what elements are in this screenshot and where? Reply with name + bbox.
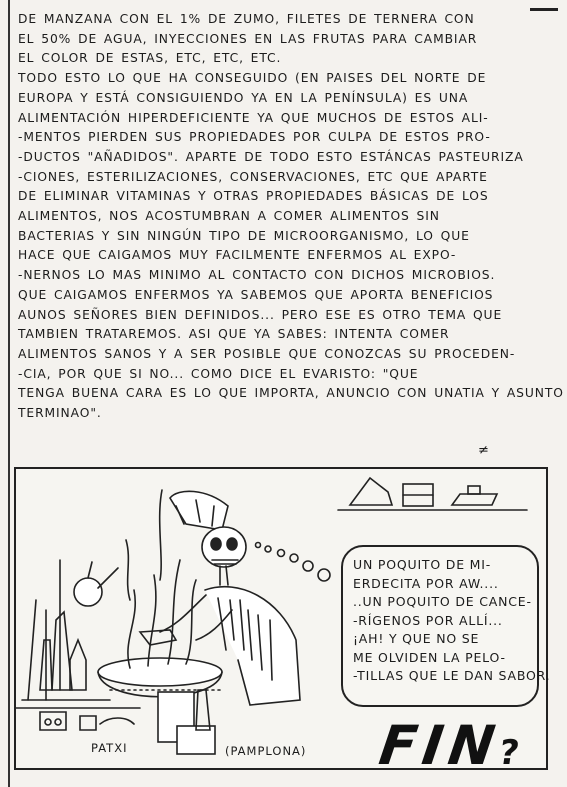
- text-line: DE ELIMINAR VITAMINAS Y OTRAS PROPIEDADES BÁSICAS DE LOS: [18, 189, 489, 204]
- text-line: EL COLOR DE ESTAS, ETC, ETC, ETC.: [18, 51, 282, 66]
- text-line: -CIONES, ESTERILIZACIONES, CONSERVACIONES, ETC QUE APARTE: [18, 169, 488, 184]
- lab-glassware: [22, 560, 118, 700]
- text-line: TENGA BUENA CARA ES LO QUE IMPORTA, ANUNCIO CON UNATIA Y ASUNTO: [18, 386, 564, 401]
- text-line: BACTERIAS Y SIN NINGÚN TIPO DE MICROORGANISMO, LO QUE: [18, 228, 470, 243]
- ship-sketch: [338, 478, 527, 510]
- text-line: ALIMENTOS, NOS ACOSTUMBRAN A COMER ALIMENTOS SIN: [18, 209, 440, 224]
- artist-signature: PATXI: [91, 741, 128, 755]
- text-line: -NERNOS LO MAS MINIMO AL CONTACTO CON DICHOS MICROBIOS.: [18, 268, 496, 283]
- fin-question-mark: ?: [496, 733, 528, 773]
- text-line: QUE CAIGAMOS ENFERMOS YA SABEMOS QUE APORTA BENEFICIOS: [18, 287, 494, 302]
- speech-line: ..UN POQUITO DE CANCE-: [353, 594, 532, 609]
- speech-line: UN POQUITO DE MI-: [353, 557, 492, 572]
- text-line: -CIA, POR QUE SI NO... COMO DICE EL EVARISTO: "QUE: [18, 366, 419, 381]
- text-line: EL 50% DE AGUA, INYECCIONES EN LAS FRUTAS PARA CAMBIAR: [18, 31, 478, 46]
- text-line: ALIMENTOS SANOS Y A SER POSIBLE QUE CONOZCAS SU PROCEDEN-: [18, 346, 516, 361]
- text-line: DE MANZANA CON EL 1% DE ZUMO, FILETES DE TERNERA CON: [18, 12, 475, 26]
- text-line: -MENTOS PIERDEN SUS PROPIEDADES POR CULPA DE ESTOS PRO-: [18, 130, 491, 145]
- speech-line: -TILLAS QUE LE DAN SABOR.: [353, 668, 551, 683]
- text-line: HACE QUE CAIGAMOS MUY FACILMENTE ENFERMOS AL EXPO-: [18, 248, 457, 263]
- speech-line: ME OLVIDEN LA PELO-: [353, 649, 506, 665]
- speech-line: ¡AH! Y QUE NO SE: [353, 631, 480, 646]
- fin-title: [376, 714, 531, 777]
- signature-mark: ≠: [478, 443, 489, 458]
- speech-line: -RÍGENOS POR ALLÍ...: [353, 612, 503, 628]
- text-line: TAMBIEN TRATAREMOS. ASI QUE YA SABES: INTENTA COMER: [18, 327, 450, 342]
- text-line: EUROPA Y ESTÁ CONSIGUIENDO YA EN LA PENÍNSULA) ES UNA: [18, 90, 469, 105]
- fin-text: FIN: [375, 714, 505, 777]
- text-line: ALIMENTACIÓN HIPERDEFICIENTE YA QUE MUCHOS DE ESTOS ALI-: [18, 110, 489, 125]
- city-caption: (PAMPLONA): [225, 744, 307, 758]
- text-line: -DUCTOS "AÑADIDOS". APARTE DE TODO ESTO ESTÁNCAS PASTEURIZA: [18, 149, 524, 164]
- text-line: TODO ESTO LO QUE HA CONSEGUIDO (EN PAISES DEL NORTE DE: [18, 71, 487, 86]
- thought-bubbles: [256, 543, 331, 582]
- text-line: TERMINAO".: [18, 406, 102, 421]
- text-line: AUNOS SEÑORES BIEN DEFINIDOS... PERO ESE ES OTRO TEMA QUE: [18, 307, 503, 322]
- speech-line: ERDECITA POR AW....: [353, 575, 499, 591]
- speech-text: [353, 556, 551, 686]
